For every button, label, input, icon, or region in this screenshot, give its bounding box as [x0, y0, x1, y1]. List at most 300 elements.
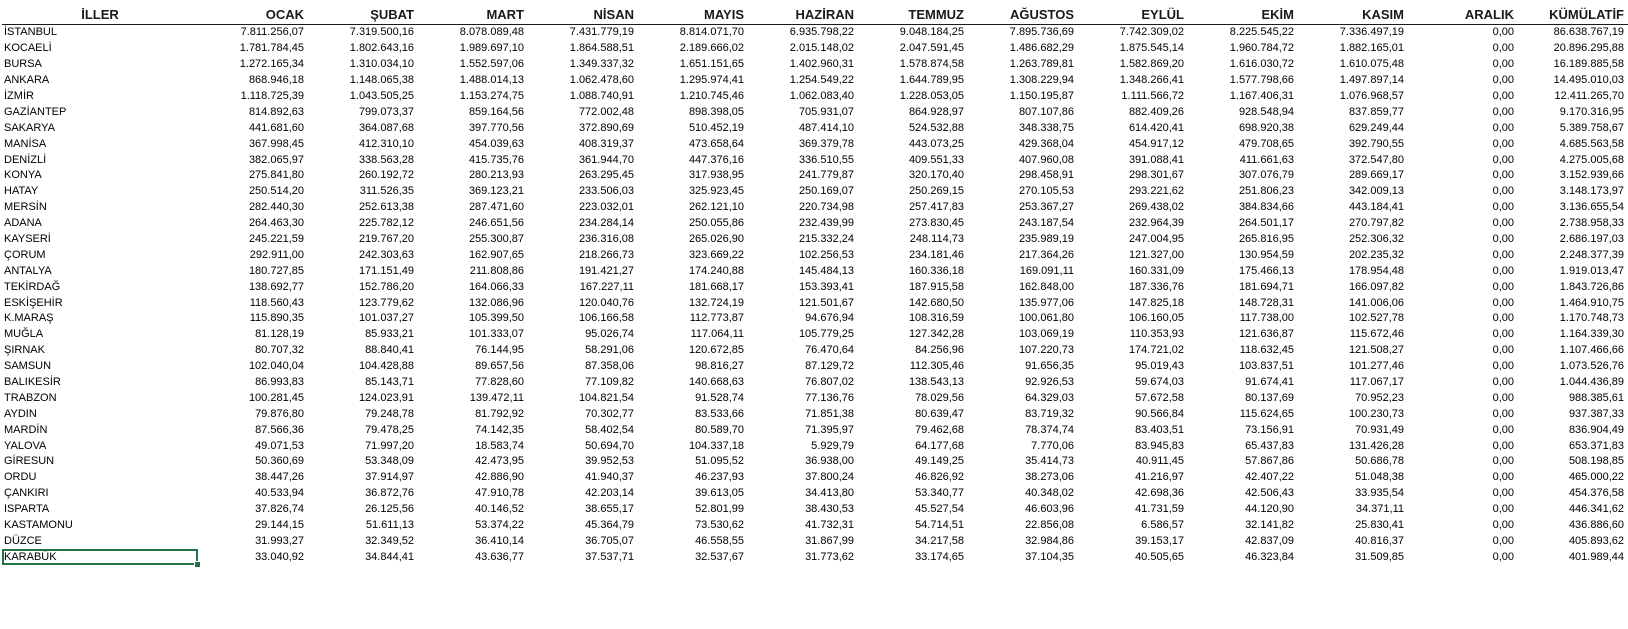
value-cell[interactable]: 105.399,50: [468, 312, 524, 325]
value-cell[interactable]: 51.611,13: [365, 519, 414, 532]
value-cell[interactable]: 79.478,25: [365, 423, 414, 436]
value-cell[interactable]: 1.843.726,86: [1559, 280, 1624, 293]
value-cell[interactable]: 117.067,17: [1349, 376, 1404, 389]
value-cell[interactable]: 64.177,68: [915, 439, 964, 452]
value-cell[interactable]: 8.225.545,22: [1229, 26, 1294, 39]
province-cell[interactable]: YALOVA: [4, 439, 47, 452]
value-cell[interactable]: 88.840,41: [365, 344, 414, 357]
column-header[interactable]: MAYIS: [638, 5, 748, 25]
value-cell[interactable]: 42.837,09: [1245, 534, 1294, 547]
value-cell[interactable]: 187.915,58: [908, 280, 964, 293]
value-cell[interactable]: 253.367,27: [1018, 201, 1074, 214]
value-cell[interactable]: 25.830,41: [1355, 519, 1404, 532]
value-cell[interactable]: 364.087,68: [358, 121, 414, 134]
value-cell[interactable]: 243.187,54: [1018, 217, 1074, 230]
value-cell[interactable]: 41.216,97: [1135, 471, 1184, 484]
value-cell[interactable]: 108.316,59: [908, 312, 964, 325]
value-cell[interactable]: 257.417,83: [908, 201, 964, 214]
value-cell[interactable]: 102.040,04: [248, 360, 304, 373]
value-cell[interactable]: 293.221,62: [1128, 185, 1184, 198]
value-cell[interactable]: 7.811.256,07: [240, 26, 304, 39]
value-cell[interactable]: 102.256,53: [798, 248, 854, 261]
value-cell[interactable]: 14.495.010,03: [1553, 74, 1624, 87]
province-cell[interactable]: ŞIRNAK: [4, 344, 45, 357]
value-cell[interactable]: 1.610.075,48: [1339, 58, 1404, 71]
value-cell[interactable]: 443.184,41: [1348, 201, 1404, 214]
value-cell[interactable]: 147.825,18: [1128, 296, 1184, 309]
value-cell[interactable]: 246.651,56: [468, 217, 524, 230]
value-cell[interactable]: 234.181,46: [908, 248, 964, 261]
value-cell[interactable]: 76.807,02: [805, 376, 854, 389]
value-cell[interactable]: 1.875.545,14: [1119, 42, 1184, 55]
value-cell[interactable]: 117.064,11: [690, 328, 744, 341]
value-cell[interactable]: 384.834,66: [1238, 201, 1294, 214]
value-cell[interactable]: 479.708,65: [1238, 137, 1294, 150]
value-cell[interactable]: 135.977,06: [1018, 296, 1074, 309]
value-cell[interactable]: 0,00: [1492, 487, 1514, 500]
value-cell[interactable]: 64.329,03: [1025, 391, 1074, 404]
province-cell[interactable]: MERSİN: [4, 201, 47, 214]
value-cell[interactable]: 32.984,86: [1025, 534, 1074, 547]
value-cell[interactable]: 1.043.505,25: [349, 90, 414, 102]
value-cell[interactable]: 92.926,53: [1025, 376, 1074, 389]
value-cell[interactable]: 80.137,69: [1245, 391, 1294, 404]
value-cell[interactable]: 83.719,32: [1025, 407, 1074, 420]
value-cell[interactable]: 36.410,14: [475, 534, 524, 547]
value-cell[interactable]: 46.323,84: [1245, 550, 1294, 563]
value-cell[interactable]: 882.409,26: [1128, 105, 1184, 118]
value-cell[interactable]: 74.142,35: [475, 423, 524, 436]
value-cell[interactable]: 191.421,27: [578, 264, 634, 277]
fill-handle[interactable]: [194, 561, 201, 568]
value-cell[interactable]: 115.672,46: [1349, 328, 1404, 341]
value-cell[interactable]: 127.342,28: [908, 328, 964, 341]
value-cell[interactable]: 1.228.053,05: [899, 90, 964, 102]
value-cell[interactable]: 31.993,27: [255, 534, 304, 547]
value-cell[interactable]: 1.254.549,22: [789, 74, 854, 87]
value-cell[interactable]: 225.782,12: [358, 217, 414, 230]
value-cell[interactable]: 1.651.151,65: [679, 58, 744, 71]
column-header[interactable]: NİSAN: [528, 5, 638, 25]
value-cell[interactable]: 245.221,59: [248, 233, 304, 246]
province-cell[interactable]: KOCAELİ: [4, 42, 52, 55]
value-cell[interactable]: 32.537,67: [695, 550, 744, 563]
value-cell[interactable]: 117.738,00: [1239, 312, 1294, 325]
value-cell[interactable]: 140.668,63: [688, 376, 744, 389]
column-header-iller[interactable]: İLLER: [2, 5, 198, 25]
value-cell[interactable]: 162.848,00: [1018, 280, 1074, 293]
value-cell[interactable]: 51.048,38: [1355, 471, 1404, 484]
value-cell[interactable]: 3.136.655,54: [1559, 201, 1624, 214]
value-cell[interactable]: 397.770,56: [468, 121, 524, 134]
value-cell[interactable]: 1.076.968,57: [1339, 90, 1404, 102]
value-cell[interactable]: 57.867,86: [1245, 455, 1294, 468]
value-cell[interactable]: 408.319,37: [578, 137, 634, 150]
value-cell[interactable]: 49.071,53: [255, 439, 304, 452]
value-cell[interactable]: 629.249,44: [1348, 121, 1404, 134]
value-cell[interactable]: 31.773,62: [805, 550, 854, 563]
value-cell[interactable]: 77.136,76: [805, 391, 854, 404]
value-cell[interactable]: 37.104,35: [1025, 550, 1074, 563]
province-cell[interactable]: HATAY: [4, 185, 39, 198]
value-cell[interactable]: 1.308.229,94: [1009, 74, 1074, 87]
value-cell[interactable]: 1.349.337,32: [569, 58, 634, 71]
value-cell[interactable]: 118.632,45: [1239, 344, 1294, 357]
value-cell[interactable]: 251.806,23: [1238, 185, 1294, 198]
value-cell[interactable]: 41.731,59: [1135, 503, 1184, 516]
value-cell[interactable]: 4.275.005,68: [1559, 153, 1624, 166]
value-cell[interactable]: 415.735,76: [468, 153, 524, 166]
value-cell[interactable]: 264.463,30: [248, 217, 304, 230]
value-cell[interactable]: 20.896.295,88: [1553, 42, 1624, 55]
value-cell[interactable]: 101.037,27: [358, 312, 414, 325]
value-cell[interactable]: 139.472,11: [469, 391, 524, 404]
value-cell[interactable]: 78.029,56: [915, 391, 964, 404]
value-cell[interactable]: 510.452,19: [688, 121, 744, 134]
value-cell[interactable]: 868.946,18: [248, 74, 304, 87]
value-cell[interactable]: 223.032,01: [578, 201, 634, 214]
column-header[interactable]: AĞUSTOS: [968, 5, 1078, 25]
province-cell[interactable]: ÇANKIRI: [4, 487, 49, 500]
value-cell[interactable]: 37.914,97: [365, 471, 414, 484]
value-cell[interactable]: 87.566,36: [255, 423, 304, 436]
value-cell[interactable]: 153.393,41: [798, 280, 854, 293]
province-cell[interactable]: KAYSERİ: [4, 233, 51, 246]
value-cell[interactable]: 85.933,21: [365, 328, 414, 341]
value-cell[interactable]: 5.389.758,67: [1559, 121, 1624, 134]
value-cell[interactable]: 71.395,97: [805, 423, 854, 436]
value-cell[interactable]: 1.148.065,38: [349, 74, 414, 87]
value-cell[interactable]: 446.341,62: [1568, 503, 1624, 516]
value-cell[interactable]: 34.217,58: [915, 534, 964, 547]
value-cell[interactable]: 152.786,20: [358, 280, 414, 293]
value-cell[interactable]: 95.019,43: [1135, 360, 1184, 373]
value-cell[interactable]: 80.707,32: [255, 344, 304, 357]
value-cell[interactable]: 436.886,60: [1568, 519, 1624, 532]
value-cell[interactable]: 0,00: [1492, 90, 1514, 102]
value-cell[interactable]: 6.586,57: [1141, 519, 1184, 532]
value-cell[interactable]: 0,00: [1492, 344, 1514, 357]
value-cell[interactable]: 441.681,60: [248, 121, 304, 134]
value-cell[interactable]: 0,00: [1492, 550, 1514, 563]
column-header[interactable]: TEMMUZ: [858, 5, 968, 25]
province-cell[interactable]: MUĞLA: [4, 328, 44, 341]
value-cell[interactable]: 79.462,68: [915, 423, 964, 436]
province-cell[interactable]: TEKİRDAĞ: [4, 280, 61, 293]
value-cell[interactable]: 282.440,30: [248, 201, 304, 214]
value-cell[interactable]: 0,00: [1492, 153, 1514, 166]
value-cell[interactable]: 42.698,36: [1135, 487, 1184, 500]
value-cell[interactable]: 0,00: [1492, 455, 1514, 468]
value-cell[interactable]: 382.065,97: [248, 153, 304, 166]
value-cell[interactable]: 928.548,94: [1238, 105, 1294, 118]
value-cell[interactable]: 323.669,22: [688, 248, 744, 261]
value-cell[interactable]: 71.851,38: [805, 407, 854, 420]
value-cell[interactable]: 0,00: [1492, 169, 1514, 182]
value-cell[interactable]: 0,00: [1492, 185, 1514, 198]
value-cell[interactable]: 80.589,70: [695, 423, 744, 436]
value-cell[interactable]: 215.332,24: [798, 233, 854, 246]
value-cell[interactable]: 0,00: [1492, 534, 1514, 547]
value-cell[interactable]: 0,00: [1492, 42, 1514, 55]
value-cell[interactable]: 242.303,63: [358, 248, 414, 261]
value-cell[interactable]: 250.055,86: [688, 217, 744, 230]
value-cell[interactable]: 325.923,45: [688, 185, 744, 198]
value-cell[interactable]: 7.895.736,69: [1009, 26, 1074, 39]
value-cell[interactable]: 454.917,12: [1128, 137, 1184, 150]
value-cell[interactable]: 1.210.745,46: [679, 90, 744, 102]
value-cell[interactable]: 0,00: [1492, 471, 1514, 484]
value-cell[interactable]: 1.644.789,95: [899, 74, 964, 87]
value-cell[interactable]: 250.514,20: [248, 185, 304, 198]
province-cell[interactable]: ANKARA: [4, 74, 50, 87]
value-cell[interactable]: 178.954,48: [1348, 264, 1404, 277]
value-cell[interactable]: 53.374,22: [475, 519, 524, 532]
column-header[interactable]: EYLÜL: [1078, 5, 1188, 25]
value-cell[interactable]: 270.105,53: [1018, 185, 1074, 198]
value-cell[interactable]: 187.336,76: [1128, 280, 1184, 293]
value-cell[interactable]: 1.310.034,10: [349, 58, 414, 71]
value-cell[interactable]: 106.160,05: [1128, 312, 1184, 325]
value-cell[interactable]: 12.411.265,70: [1554, 90, 1624, 102]
value-cell[interactable]: 91.674,41: [1245, 376, 1294, 389]
value-cell[interactable]: 38.430,53: [805, 503, 854, 516]
value-cell[interactable]: 1.578.874,58: [899, 58, 964, 71]
value-cell[interactable]: 1.150.195,87: [1009, 90, 1074, 102]
value-cell[interactable]: 1.073.526,76: [1559, 360, 1624, 373]
value-cell[interactable]: 18.583,74: [475, 439, 524, 452]
value-cell[interactable]: 241.779,87: [798, 169, 854, 182]
province-cell[interactable]: DÜZCE: [4, 534, 42, 547]
value-cell[interactable]: 51.095,52: [695, 455, 744, 468]
value-cell[interactable]: 79.248,78: [365, 407, 414, 420]
value-cell[interactable]: 45.527,54: [915, 503, 964, 516]
value-cell[interactable]: 58.291,06: [585, 344, 634, 357]
value-cell[interactable]: 91.656,35: [1025, 360, 1074, 373]
value-cell[interactable]: 2.047.591,45: [899, 42, 964, 55]
value-cell[interactable]: 1.488.014,13: [459, 74, 524, 87]
value-cell[interactable]: 317.938,95: [688, 169, 744, 182]
value-cell[interactable]: 233.506,03: [578, 185, 634, 198]
value-cell[interactable]: 252.306,32: [1348, 233, 1404, 246]
value-cell[interactable]: 202.235,32: [1348, 248, 1404, 261]
value-cell[interactable]: 50.360,69: [255, 455, 304, 468]
value-cell[interactable]: 77.109,82: [585, 376, 634, 389]
value-cell[interactable]: 130.954,59: [1238, 248, 1294, 261]
value-cell[interactable]: 0,00: [1492, 376, 1514, 389]
value-cell[interactable]: 53.340,77: [915, 487, 964, 500]
value-cell[interactable]: 232.439,99: [798, 217, 854, 230]
value-cell[interactable]: 8.814.071,70: [679, 26, 744, 39]
province-cell[interactable]: DENİZLİ: [4, 153, 47, 166]
value-cell[interactable]: 145.484,13: [798, 264, 854, 277]
value-cell[interactable]: 401.989,44: [1568, 550, 1624, 563]
value-cell[interactable]: 0,00: [1492, 503, 1514, 516]
value-cell[interactable]: 32.349,52: [365, 534, 414, 547]
value-cell[interactable]: 43.636,77: [475, 550, 524, 563]
value-cell[interactable]: 46.603,96: [1025, 503, 1074, 516]
value-cell[interactable]: 70.952,23: [1355, 391, 1404, 404]
province-cell[interactable]: SAKARYA: [4, 121, 55, 134]
value-cell[interactable]: 148.728,31: [1238, 296, 1294, 309]
value-cell[interactable]: 252.613,38: [358, 201, 414, 214]
value-cell[interactable]: 38.655,17: [585, 503, 634, 516]
value-cell[interactable]: 40.911,45: [1135, 455, 1184, 468]
value-cell[interactable]: 101.277,46: [1348, 360, 1404, 373]
value-cell[interactable]: 38.273,06: [1025, 471, 1074, 484]
province-cell[interactable]: ADANA: [4, 217, 42, 230]
value-cell[interactable]: 454.376,58: [1568, 487, 1624, 500]
value-cell[interactable]: 53.348,09: [365, 455, 414, 468]
value-cell[interactable]: 1.552.597,06: [459, 58, 524, 71]
value-cell[interactable]: 289.669,17: [1348, 169, 1404, 182]
value-cell[interactable]: 86.638.767,19: [1553, 26, 1624, 39]
province-cell[interactable]: GİRESUN: [4, 455, 55, 468]
value-cell[interactable]: 42.203,14: [585, 487, 634, 500]
value-cell[interactable]: 705.931,07: [798, 105, 854, 118]
value-cell[interactable]: 248.114,73: [909, 233, 964, 246]
value-cell[interactable]: 166.097,82: [1348, 280, 1404, 293]
value-cell[interactable]: 7.742.309,02: [1119, 26, 1184, 39]
value-cell[interactable]: 369.379,78: [798, 137, 854, 150]
value-cell[interactable]: 29.144,15: [255, 519, 304, 532]
province-cell[interactable]: İZMİR: [4, 90, 34, 102]
value-cell[interactable]: 8.078.089,48: [459, 26, 524, 39]
value-cell[interactable]: 265.026,90: [688, 233, 744, 246]
value-cell[interactable]: 70.302,77: [585, 407, 634, 420]
value-cell[interactable]: 1.882.165,01: [1339, 42, 1404, 55]
value-cell[interactable]: 487.414,10: [798, 121, 854, 134]
value-cell[interactable]: 42.407,22: [1245, 471, 1294, 484]
value-cell[interactable]: 0,00: [1492, 328, 1514, 341]
value-cell[interactable]: 454.039,63: [468, 137, 524, 150]
value-cell[interactable]: 392.790,55: [1348, 137, 1404, 150]
value-cell[interactable]: 1.088.740,91: [569, 90, 634, 102]
value-cell[interactable]: 37.800,24: [805, 471, 854, 484]
value-cell[interactable]: 104.337,18: [688, 439, 744, 452]
value-cell[interactable]: 181.694,71: [1238, 280, 1294, 293]
province-cell[interactable]: GAZİANTEP: [4, 105, 67, 118]
value-cell[interactable]: 142.680,50: [908, 296, 964, 309]
value-cell[interactable]: 412.310,10: [358, 137, 414, 150]
value-cell[interactable]: 1.577.798,66: [1229, 74, 1294, 87]
column-header[interactable]: HAZİRAN: [748, 5, 858, 25]
value-cell[interactable]: 174.721,02: [1128, 344, 1184, 357]
value-cell[interactable]: 232.964,39: [1128, 217, 1184, 230]
province-cell[interactable]: ANTALYA: [4, 264, 52, 277]
value-cell[interactable]: 0,00: [1492, 360, 1514, 373]
value-cell[interactable]: 0,00: [1492, 26, 1514, 39]
value-cell[interactable]: 1.402.960,31: [789, 58, 854, 71]
value-cell[interactable]: 47.910,78: [475, 487, 524, 500]
value-cell[interactable]: 87.129,72: [805, 360, 854, 373]
value-cell[interactable]: 0,00: [1492, 423, 1514, 436]
value-cell[interactable]: 0,00: [1492, 439, 1514, 452]
value-cell[interactable]: 169.091,11: [1019, 264, 1074, 277]
value-cell[interactable]: 138.692,77: [248, 280, 304, 293]
province-cell[interactable]: İSTANBUL: [4, 26, 57, 39]
value-cell[interactable]: 264.501,17: [1238, 217, 1294, 230]
value-cell[interactable]: 1.989.697,10: [459, 42, 524, 55]
province-cell[interactable]: ORDU: [4, 471, 37, 484]
province-cell[interactable]: ÇORUM: [4, 248, 46, 261]
value-cell[interactable]: 112.305,46: [909, 360, 964, 373]
value-cell[interactable]: 180.727,85: [248, 264, 304, 277]
value-cell[interactable]: 292.911,00: [249, 248, 304, 261]
value-cell[interactable]: 814.892,63: [248, 105, 304, 118]
value-cell[interactable]: 89.657,56: [475, 360, 524, 373]
column-header[interactable]: ARALIK: [1408, 5, 1518, 25]
value-cell[interactable]: 407.960,08: [1018, 153, 1074, 166]
value-cell[interactable]: 16.189.885,58: [1553, 58, 1624, 71]
value-cell[interactable]: 2.686.197,03: [1559, 233, 1624, 246]
value-cell[interactable]: 102.527,78: [1348, 312, 1404, 325]
value-cell[interactable]: 1.781.784,45: [239, 42, 304, 55]
value-cell[interactable]: 2.738.958,33: [1559, 217, 1624, 230]
value-cell[interactable]: 298.458,91: [1018, 169, 1074, 182]
value-cell[interactable]: 104.428,88: [358, 360, 414, 373]
value-cell[interactable]: 473.658,64: [688, 137, 744, 150]
value-cell[interactable]: 46.826,92: [915, 471, 964, 484]
value-cell[interactable]: 54.714,51: [915, 519, 964, 532]
value-cell[interactable]: 2.248.377,39: [1559, 248, 1624, 261]
value-cell[interactable]: 1.170.748,73: [1559, 312, 1624, 325]
value-cell[interactable]: 263.295,45: [578, 169, 634, 182]
value-cell[interactable]: 287.471,60: [468, 201, 524, 214]
value-cell[interactable]: 1.263.789,81: [1009, 58, 1074, 71]
province-cell[interactable]: AYDIN: [4, 407, 37, 420]
value-cell[interactable]: 260.192,72: [358, 169, 414, 182]
value-cell[interactable]: 42.506,43: [1245, 487, 1294, 500]
value-cell[interactable]: 298.301,67: [1128, 169, 1184, 182]
value-cell[interactable]: 57.672,58: [1135, 391, 1184, 404]
province-cell[interactable]: K.MARAŞ: [4, 312, 54, 325]
value-cell[interactable]: 799.073,37: [358, 105, 414, 118]
value-cell[interactable]: 0,00: [1492, 391, 1514, 404]
value-cell[interactable]: 42.886,90: [475, 471, 524, 484]
value-cell[interactable]: 0,00: [1492, 217, 1514, 230]
value-cell[interactable]: 59.674,03: [1135, 376, 1184, 389]
value-cell[interactable]: 36.872,76: [365, 487, 414, 500]
value-cell[interactable]: 0,00: [1492, 296, 1514, 309]
value-cell[interactable]: 6.935.798,22: [789, 26, 854, 39]
value-cell[interactable]: 0,00: [1492, 201, 1514, 214]
value-cell[interactable]: 77.828,60: [475, 376, 524, 389]
value-cell[interactable]: 41.940,37: [585, 471, 634, 484]
value-cell[interactable]: 653.371,83: [1568, 439, 1624, 452]
value-cell[interactable]: 265.816,95: [1238, 233, 1294, 246]
value-cell[interactable]: 50.686,78: [1355, 455, 1404, 468]
value-cell[interactable]: 45.364,79: [585, 519, 634, 532]
province-cell[interactable]: KARABÜK: [2, 549, 198, 565]
value-cell[interactable]: 106.166,58: [578, 312, 634, 325]
value-cell[interactable]: 34.413,80: [805, 487, 854, 500]
value-cell[interactable]: 58.402,54: [585, 423, 634, 436]
value-cell[interactable]: 7.431.779,19: [569, 26, 634, 39]
value-cell[interactable]: 1.044.436,89: [1559, 376, 1624, 389]
value-cell[interactable]: 32.141,82: [1245, 519, 1294, 532]
value-cell[interactable]: 342.009,13: [1348, 185, 1404, 198]
value-cell[interactable]: 0,00: [1492, 519, 1514, 532]
value-cell[interactable]: 110.353,93: [1129, 328, 1184, 341]
province-cell[interactable]: ISPARTA: [4, 503, 50, 516]
value-cell[interactable]: 698.920,38: [1238, 121, 1294, 134]
value-cell[interactable]: 52.801,99: [695, 503, 744, 516]
province-cell[interactable]: KONYA: [4, 169, 42, 182]
value-cell[interactable]: 0,00: [1492, 58, 1514, 71]
province-cell[interactable]: BALIKESİR: [4, 376, 61, 389]
value-cell[interactable]: 1.919.013,47: [1559, 264, 1624, 277]
